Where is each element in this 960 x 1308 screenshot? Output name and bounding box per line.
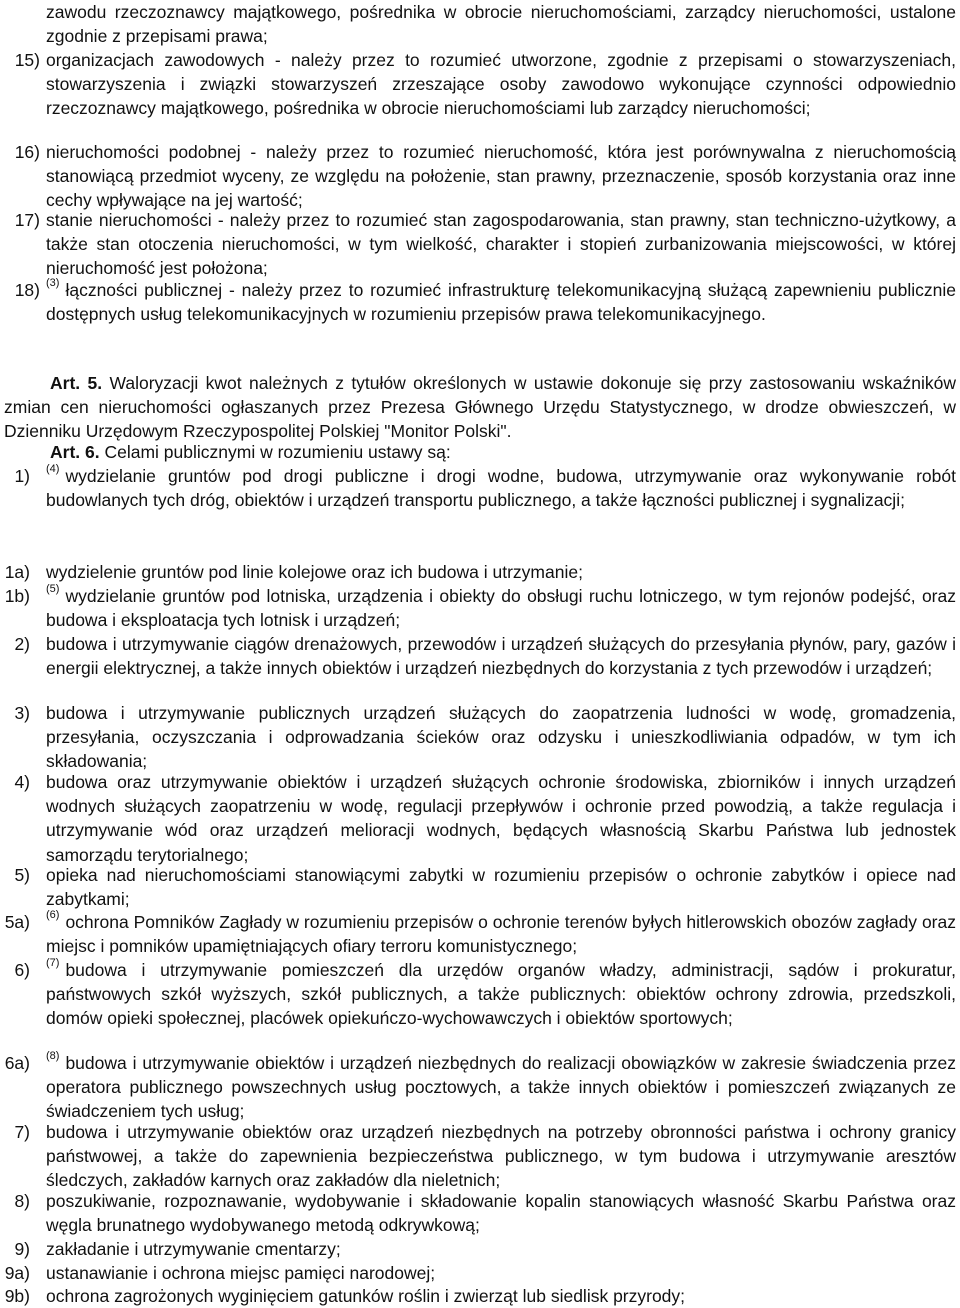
item-number: 16) [14,142,40,162]
item-text: poszukiwanie, rozpoznawanie, wydobywanie i składowanie kopalin stanowiących własność Skarbu Państwa oraz węgla brunatnego wydobywanego metodą odkrywkową; [46,1191,956,1236]
item-number: 6a) [4,1053,30,1073]
item-text-body: budowa i utrzymywanie pomieszczeń dla urzędów organów władzy, administracji, sądów i prokuratur, państwowych szkół wyższych, szkół publicznych, a także publicznych: obiektów ochrony zdrowia, przedszkoli, domów opieki społecznej, placówek opiekuńczo-wychowawczych i obiektów sportowych; [46,960,956,1029]
item-number: 17) [14,210,40,230]
article-6-heading [50,440,956,464]
footnote-marker: (6) [46,909,60,922]
item-text [46,910,956,958]
item-text: wydzielenie gruntów pod linie kolejowe oraz ich budowa i utrzymanie; [46,562,583,582]
item-text: budowa oraz utrzymywanie obiektów i urządzeń służących ochronie środowiska, zbiorników i innych urządzeń wodnych służących zaopatrzeniu w wodę, regulacji przepływów i ochronie przed powodzią, a także regulacja i utrzymywanie wód oraz urządzeń melioracji wodnych, będących własnością Skarbu Państwa lub jednostek samorządu terytorialnego; [46,772,956,865]
item-text: ustanawianie i ochrona miejsc pamięci narodowej; [46,1263,436,1283]
item-text [46,584,956,632]
item-number: 7) [14,1122,30,1142]
item-number: 1a) [4,562,30,582]
footnote-marker: (8) [46,1050,60,1063]
item-number: 6) [14,960,30,980]
item-text [46,278,956,326]
article-label: Art. 6. [50,442,100,462]
item-number: 15) [14,50,40,70]
item-number: 4) [14,772,30,792]
article-label: Art. 5. [50,373,103,393]
item-number: 3) [14,703,30,723]
article-intro: Celami publicznymi w rozumieniu ustawy są: [104,442,451,462]
footnote-marker: (5) [46,583,60,596]
item-text: budowa i utrzymywanie obiektów oraz urządzeń niezbędnych na potrzeby obronności państwa i ochrony granicy państwowej, a także do zapewnienia bezpieczeństwa publicznego, w tym budowa i utrzymywanie aresztów śledczych, zakładów karnych oraz zakładów dla nieletnich; [46,1122,956,1191]
article-5 [4,371,956,444]
item-text: organizacjach zawodowych - należy przez to rozumieć utworzone, zgodnie z przepisami o stowarzyszeniach, stowarzyszenia i związki stowarzyszeń zrzeszające osoby zawodowo wykonujące czynności odpowiednio rzeczoznawcy majątkowego, pośrednika w obrocie nieruchomościami lub zarządcy nieruchomości; [46,50,956,119]
item-number: 1) [14,466,30,486]
item-text [46,1051,956,1124]
item-number: 9a) [4,1263,30,1283]
item-text [46,464,956,512]
item-text: budowa i utrzymywanie ciągów drenażowych, przewodów i urządzeń służących do przesyłania płynów, pary, gazów i energii elektrycznej, a także innych obiektów i urządzeń niezbędnych do korzystania z tych przewodów i urządzeń; [46,634,956,679]
item-text: zakładanie i utrzymywanie cmentarzy; [46,1239,341,1259]
item-number: 9) [14,1239,30,1259]
item-text: zawodu rzeczoznawcy majątkowego, pośrednika w obrocie nieruchomościami, zarządcy nieruchomości, ustalone zgodnie z przepisami prawa; [46,2,956,47]
footnote-marker: (4) [46,463,60,476]
footnote-marker: (7) [46,957,60,970]
item-number: 2) [14,634,30,654]
item-text-body: łączności publicznej - należy przez to rozumieć infrastrukturę telekomunikacyjną służącą zapewnieniu publicznie dostępnych usług telekomunikacyjnych w rozumieniu przepisów prawa telekomunikacyjnego. [46,280,956,325]
item-text: budowa i utrzymywanie publicznych urządzeń służących do zaopatrzenia ludności w wodę, gromadzenia, przesyłania, oczyszczania i odprowadzania ścieków oraz odzysku i unieszkodliwiania odpadów, w tym ich składowania; [46,703,956,772]
item-text: ochrona zagrożonych wyginięciem gatunków roślin i zwierząt lub siedlisk przyrody; [46,1286,686,1306]
item-number: 9b) [4,1286,30,1306]
item-text: nieruchomości podobnej - należy przez to rozumieć nieruchomość, która jest porównywalna z nieruchomością stanowiącą przedmiot wyceny, ze względu na położenie, stan prawny, przeznaczenie, sposób korzystania oraz inne cechy wpływające na jej wartość; [46,142,956,211]
article-text: Waloryzacji kwot należnych z tytułów określonych w ustawie dokonuje się przy zastosowaniu wskaźników zmian cen nieruchomości ogłaszanych przez Prezesa Głównego Urzędu Statystycznego, w drodze obwieszczeń, w Dzienniku Urzędowym Rzeczypospolitej Polskiej "Monitor Polski". [4,373,956,442]
item-number: 5) [14,865,30,885]
item-number: 18) [14,280,40,300]
item-text: opieka nad nieruchomościami stanowiącymi zabytki w rozumieniu przepisów o ochronie zabytków i opiece nad zabytkami; [46,865,956,910]
item-text: stanie nieruchomości - należy przez to rozumieć stan zagospodarowania, stan prawny, stan techniczno-użytkowy, a także stan otoczenia nieruchomości, w tym wielkość, charakter i stopień zurbanizowania miejscowości, w której nieruchomość jest położona; [46,210,956,279]
item-text-body: wydzielanie gruntów pod lotniska, urządzenia i obiekty do obsługi ruchu lotniczego, w tym rejonów podejść, oraz budowa i eksploatacja tych lotnisk i urządzeń; [46,586,956,631]
item-text-body: ochrona Pomników Zagłady w rozumieniu przepisów o ochronie terenów byłych hitlerowskich obozów zagłady oraz miejsc i pomników upamiętniających ofiary terroru komunistycznego; [46,912,956,957]
item-text [46,958,956,1031]
item-number: 8) [14,1191,30,1211]
item-text-body: budowa i utrzymywanie obiektów i urządzeń niezbędnych do realizacji obowiązków w zakresie świadczenia przez operatora publicznego powszechnych usług pocztowych, a także innych obiektów i pomieszczeń związanych ze świadczeniem tych usług; [46,1053,956,1122]
item-number: 5a) [4,912,30,932]
item-text-body: wydzielanie gruntów pod drogi publiczne i drogi wodne, budowa, utrzymywanie oraz wykonywanie robót budowlanych tych dróg, obiektów i urządzeń transportu publicznego, a także łączności publicznej i sygnalizacji; [46,466,956,511]
footnote-marker: (3) [46,277,60,290]
item-number: 1b) [4,586,30,606]
